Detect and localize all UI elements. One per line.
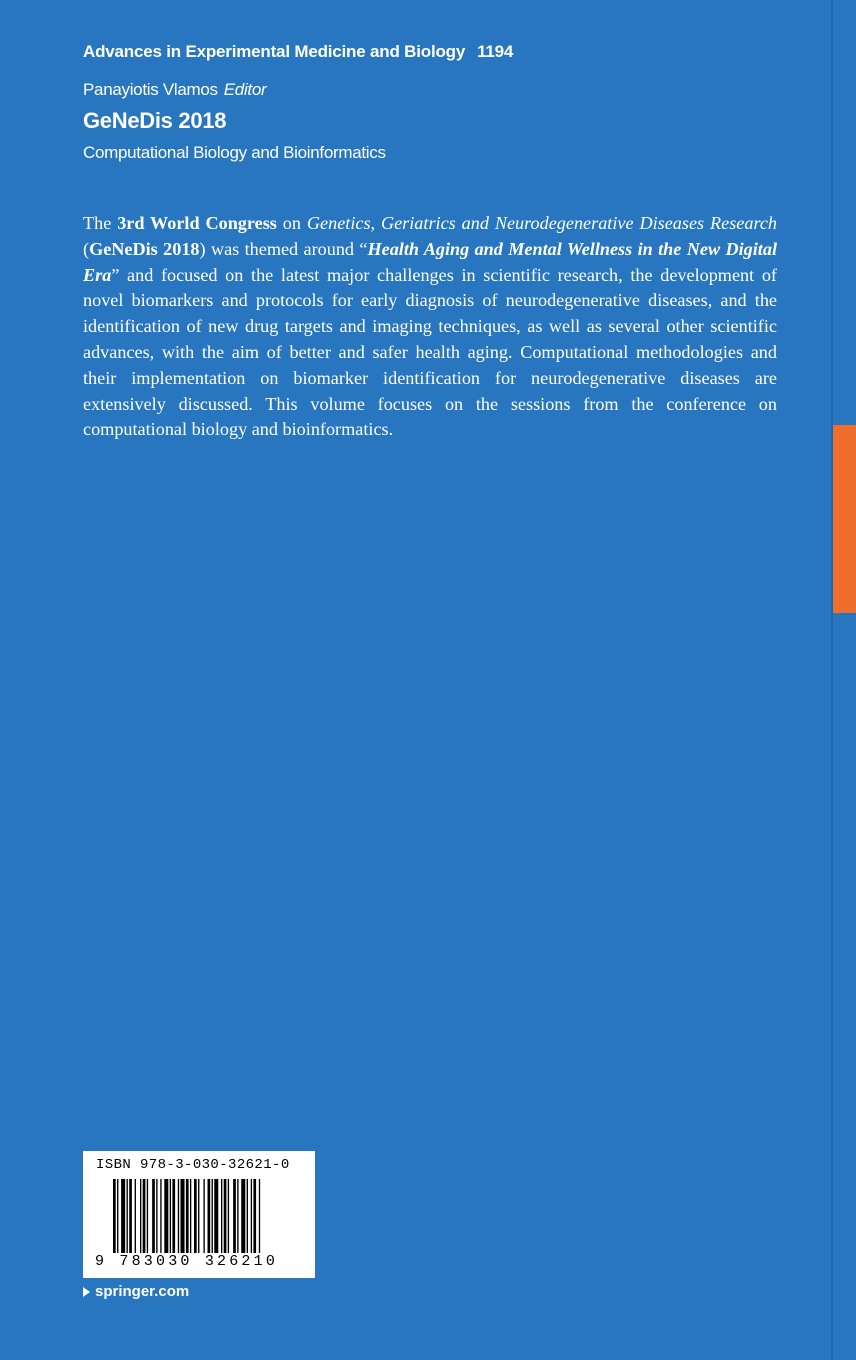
barcode-bars bbox=[113, 1179, 301, 1253]
editor-role: Editor bbox=[223, 80, 267, 99]
triangle-right-icon bbox=[83, 1287, 90, 1297]
blurb-text: ) was themed around “ bbox=[199, 238, 368, 259]
blurb-text: ” and focused on the latest major challenges in scientific research, the development of novel biomarkers and protocols for early diagnosis of neurodegenerative diseases, and the identification of new drug targets and imaging techniques, as well as several other scientific advances, with the aim of better and safer health aging. Computational methodologies and their implementation on biomarker identification for neurodegenerative diseases are extensively discussed. This volume focuses on the sessions from the conference on computational biology and bioinformatics. bbox=[83, 264, 777, 440]
editor-name: Panayiotis Vlamos bbox=[83, 80, 218, 99]
blurb-italic-congress-name: Genetics, Geriatrics and Neurodegenerative Diseases Research bbox=[306, 213, 778, 233]
series-name: Advances in Experimental Medicine and Biology bbox=[83, 42, 466, 61]
isbn-text: ISBN 978-3-030-32621-0 bbox=[96, 1157, 290, 1173]
editor-line bbox=[83, 80, 266, 100]
blurb-bold-italic-theme: Health Aging and Mental Wellness in the New Digital Era bbox=[83, 238, 777, 285]
series-volume: 1194 bbox=[477, 42, 514, 61]
series-line bbox=[83, 42, 513, 62]
blurb-bold-acronym: GeNeDis 2018 bbox=[89, 238, 200, 259]
publisher-link[interactable] bbox=[83, 1283, 189, 1300]
book-subtitle: Computational Biology and Bioinformatics bbox=[83, 143, 386, 162]
barcode-box bbox=[83, 1151, 315, 1278]
publisher-url: springer.com bbox=[95, 1283, 190, 1300]
blurb-bold-congress: 3rd World Congress bbox=[117, 213, 277, 233]
orange-spine-tab bbox=[833, 425, 856, 613]
book-title: GeNeDis 2018 bbox=[83, 108, 227, 133]
blurb-text: ( bbox=[83, 238, 90, 259]
barcode-digits: 9 783030 326210 bbox=[95, 1253, 279, 1270]
blurb-text: The bbox=[83, 213, 118, 233]
spine-edge bbox=[831, 0, 833, 1360]
blurb-text: on bbox=[276, 213, 307, 233]
back-cover-blurb bbox=[83, 211, 777, 443]
